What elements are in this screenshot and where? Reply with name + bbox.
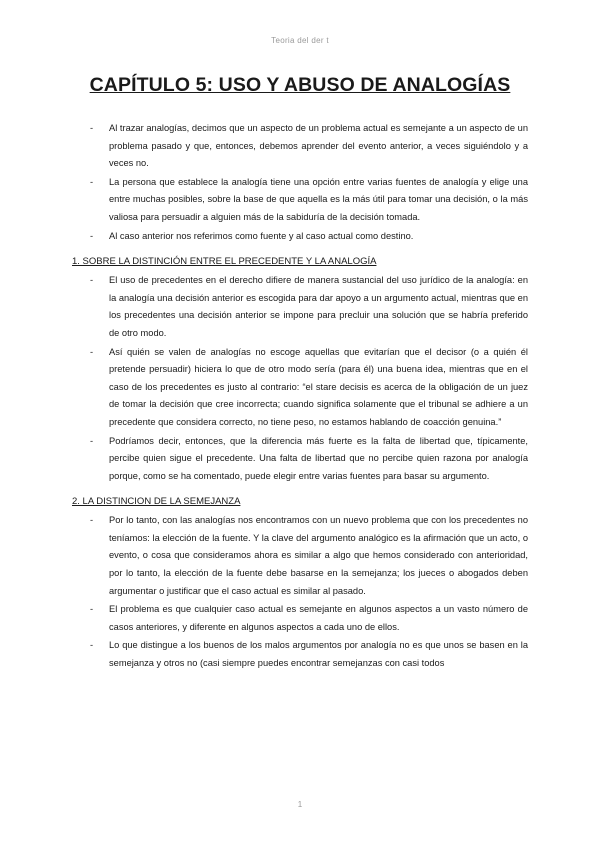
- bullet-dash: -: [90, 123, 94, 133]
- document-body: [72, 120, 528, 674]
- section1-list: [72, 272, 528, 485]
- intro-list: [72, 120, 528, 245]
- page-header: Teoria del der t: [271, 36, 329, 45]
- section2-list: [72, 512, 528, 672]
- bullet-dash: -: [90, 515, 94, 526]
- paragraph-text: El problema es que cualquier caso actual es semejante en algunos aspectos a un vasto número de casos anteriores, y diferente en algunos aspectos a cada uno de ellos.: [109, 604, 528, 632]
- paragraph-text: El uso de precedentes en el derecho difiere de manera sustancial del uso jurídico de la analogía: en la analogía una decisión anterior es escogida para dar apoyo a un argumento actual, mientras que en los precedentes una decisión anterior se impone para precluir una solución que se habría preferido de otro modo.: [109, 275, 528, 338]
- list-item: [72, 174, 528, 227]
- chapter-title: CAPÍTULO 5: USO Y ABUSO DE ANALOGÍAS: [89, 74, 511, 96]
- bullet-dash: -: [90, 640, 94, 651]
- list-item: [72, 512, 528, 600]
- bullet-dash: -: [90, 230, 94, 241]
- bullet-dash: -: [90, 275, 94, 286]
- bullet-dash: -: [90, 346, 94, 357]
- section-heading-2: 2. LA DISTINCION DE LA SEMEJANZA: [72, 496, 241, 508]
- section-heading-1: 1. SOBRE LA DISTINCIÓN ENTRE EL PRECEDENTE Y LA ANALOGÍA: [72, 256, 377, 268]
- paragraph-text: Por lo tanto, con las analogías nos encontramos con un nuevo problema que con los precedentes no teníamos: la elección de la fuente. Y la clave del argumento analógico es la afirmación que un acto, o evento, o cosa que consideramos ahora es similar a algo que hemos considerado con anterioridad, por lo tanto, la elección de la fuente debe basarse en la semejanza; los jueces o abogados deben argumentar o justificar que el caso actual es similar al pasado.: [109, 515, 528, 596]
- list-item: [72, 637, 528, 672]
- paragraph-text: Al caso anterior nos referimos como fuente y al caso actual como destino.: [109, 230, 414, 241]
- list-item: [72, 344, 528, 432]
- page-number: 1: [297, 800, 303, 809]
- paragraph-text: Lo que distingue a los buenos de los malos argumentos por analogía no es que unos se basen en la semejanza y otros no (casi siempre puedes encontrar semejanzas con casi todos: [109, 640, 528, 669]
- paragraph-text: Al trazar analogías, decimos que un aspecto de un problema actual es semejante a un aspecto de un problema pasado y que, entonces, debemos aprender del evento anterior, a veces siguiéndolo y a veces no.: [109, 123, 528, 169]
- list-item: [72, 120, 528, 173]
- paragraph-text: La persona que establece la analogía tiene una opción entre varias fuentes de analogía y elige una entre muchas posibles, sobre la base de que aquella es la más útil para tomar una decisión, o la más valiosa para persuadir a alguien más de la sabiduría de la decisión tomada.: [109, 176, 528, 222]
- bullet-dash: -: [90, 604, 94, 615]
- list-item: [72, 601, 528, 636]
- paragraph-text: Podríamos decir, entonces, que la diferencia más fuerte es la falta de libertad que, típicamente, percibe quien sigue el precedente. Una falta de libertad que no percibe quien razona por analogía porque, como se ha comentado, puede elegir entre varias fuentes para basar su argumento.: [109, 435, 528, 481]
- bullet-dash: -: [90, 176, 94, 187]
- list-item: [72, 228, 528, 246]
- paragraph-text: Así quién se valen de analogías no escoge aquellas que evitarían que el decisor (o a quién él pretende persuadir) hiciera lo que de otro modo sería (para él) una buena idea, mientras que en el caso de los precedentes es justo al contrario: “el stare decisis es acerca de la obligación de un juez de tomar la decisión que cree incorrecta; cuando significa solamente que el tribunal se adhiere a un precedente que considera correcto, no tiene peso, no estamos hablando de coacción genuina.”: [109, 346, 528, 427]
- list-item: [72, 272, 528, 342]
- list-item: [72, 433, 528, 486]
- bullet-dash: -: [90, 435, 94, 446]
